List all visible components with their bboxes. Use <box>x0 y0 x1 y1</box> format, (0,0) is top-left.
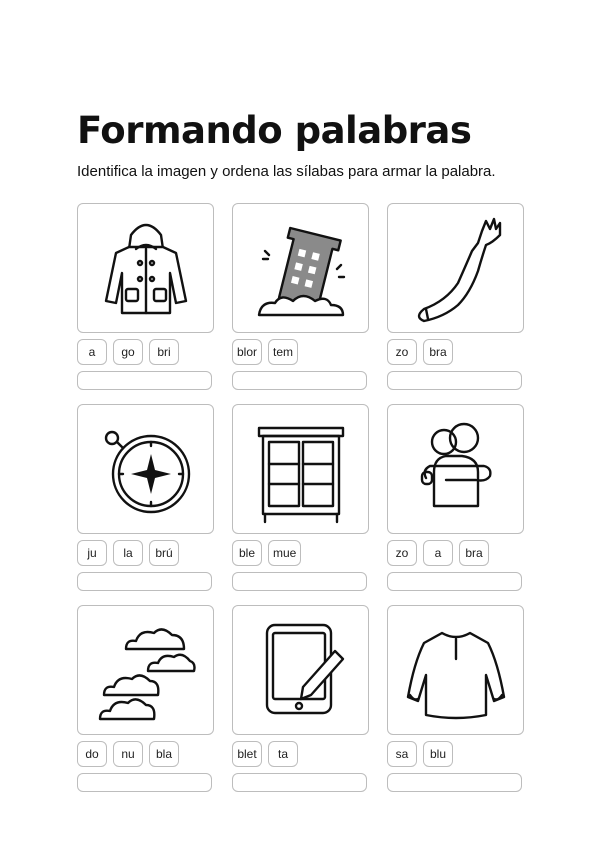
syllable-row <box>387 540 489 566</box>
answer-field[interactable] <box>77 773 212 792</box>
answer-field[interactable] <box>387 572 522 591</box>
syllable-tile[interactable]: sa <box>387 741 417 767</box>
syllable-tile[interactable]: blu <box>423 741 453 767</box>
picture-frame <box>77 605 214 735</box>
exercise-card <box>232 404 369 605</box>
answer-field[interactable] <box>232 773 367 792</box>
answer-field[interactable] <box>232 572 367 591</box>
syllable-tile[interactable]: a <box>77 339 107 365</box>
syllable-tile[interactable]: bra <box>423 339 453 365</box>
syllable-row <box>387 339 453 365</box>
worksheet-title: Formando palabras <box>77 109 472 152</box>
arm-icon <box>406 213 506 323</box>
syllable-row <box>232 339 298 365</box>
syllable-tile[interactable]: ju <box>77 540 107 566</box>
compass-icon <box>96 414 196 524</box>
syllable-tile[interactable]: la <box>113 540 143 566</box>
syllable-row <box>77 540 179 566</box>
syllable-tile[interactable]: mue <box>268 540 301 566</box>
syllable-tile[interactable]: go <box>113 339 143 365</box>
syllable-row <box>77 339 179 365</box>
exercise-card <box>77 605 214 806</box>
answer-field[interactable] <box>77 572 212 591</box>
hug-icon <box>406 414 506 524</box>
syllable-tile[interactable]: bri <box>149 339 179 365</box>
exercise-grid <box>77 203 524 806</box>
picture-frame <box>387 404 524 534</box>
exercise-card <box>77 203 214 404</box>
syllable-tile[interactable]: blet <box>232 741 262 767</box>
answer-field[interactable] <box>232 371 367 390</box>
tablet-icon <box>251 615 351 725</box>
syllable-tile[interactable]: ble <box>232 540 262 566</box>
clouds-icon <box>96 615 196 725</box>
answer-field[interactable] <box>77 371 212 390</box>
syllable-row <box>232 741 298 767</box>
syllable-tile[interactable]: ta <box>268 741 298 767</box>
syllable-tile[interactable]: zo <box>387 339 417 365</box>
answer-field[interactable] <box>387 773 522 792</box>
syllable-tile[interactable]: do <box>77 741 107 767</box>
blouse-icon <box>406 615 506 725</box>
syllable-row <box>387 741 453 767</box>
syllable-row <box>77 741 179 767</box>
worksheet-instructions: Identifica la imagen y ordena las sílabas para armar la palabra. <box>77 163 496 180</box>
syllable-tile[interactable]: bra <box>459 540 489 566</box>
picture-frame <box>232 203 369 333</box>
syllable-tile[interactable]: brú <box>149 540 179 566</box>
exercise-card <box>387 404 524 605</box>
raincoat-icon <box>96 213 196 323</box>
exercise-card <box>232 203 369 404</box>
picture-frame <box>387 605 524 735</box>
collapsing-building-icon <box>251 213 351 323</box>
exercise-card <box>232 605 369 806</box>
syllable-tile[interactable]: tem <box>268 339 298 365</box>
syllable-tile[interactable]: zo <box>387 540 417 566</box>
answer-field[interactable] <box>387 371 522 390</box>
exercise-card <box>387 203 524 404</box>
picture-frame <box>77 203 214 333</box>
picture-frame <box>232 605 369 735</box>
syllable-tile[interactable]: bla <box>149 741 179 767</box>
exercise-card <box>387 605 524 806</box>
picture-frame <box>77 404 214 534</box>
syllable-tile[interactable]: blor <box>232 339 262 365</box>
picture-frame <box>232 404 369 534</box>
exercise-card <box>77 404 214 605</box>
syllable-tile[interactable]: nu <box>113 741 143 767</box>
syllable-row <box>232 540 301 566</box>
syllable-tile[interactable]: a <box>423 540 453 566</box>
picture-frame <box>387 203 524 333</box>
cabinet-icon <box>251 414 351 524</box>
